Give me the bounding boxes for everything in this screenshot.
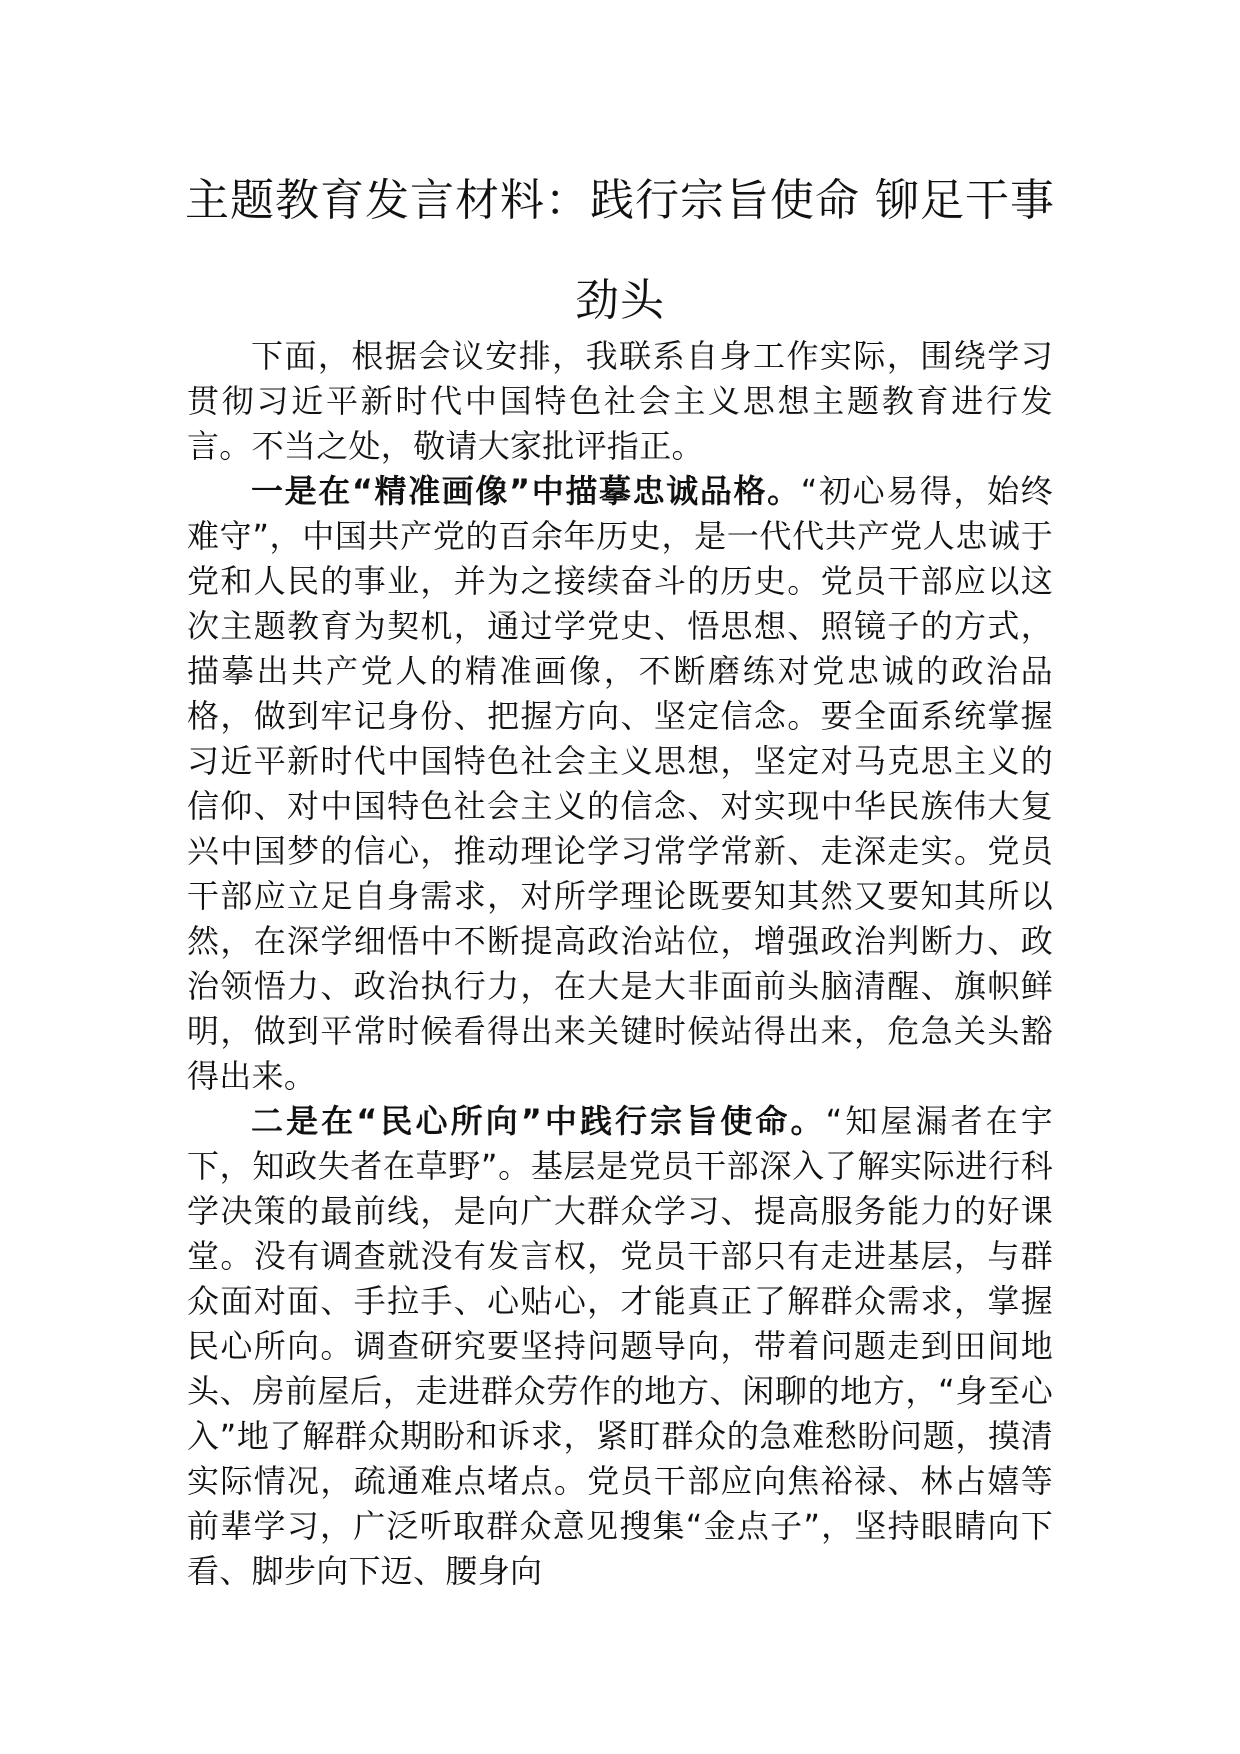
- paragraph-intro: [187, 334, 1053, 469]
- document-title: 主题教育发言材料：践行宗旨使命 铆足干事劲头: [185, 175, 1055, 326]
- document-body: [187, 334, 1053, 1594]
- paragraph-lead: 一是在“精准画像”中描摹忠诚品格。: [251, 472, 801, 510]
- paragraph-point-two: [187, 1099, 1053, 1594]
- paragraph-text: 下面，根据会议安排，我联系自身工作实际，围绕学习贯彻习近平新时代中国特色社会主义思想主题教育进行发言。不当之处，敬请大家批评指正。: [187, 337, 1053, 465]
- paragraph-point-one: [187, 469, 1053, 1099]
- paragraph-text: “初心易得，始终难守”，中国共产党的百余年历史，是一代代共产党人忠诚于党和人民的事业，并为之接续奋斗的历史。党员干部应以这次主题教育为契机，通过学党史、悟思想、照镜子的方式，描摹出共产党人的精准画像，不断磨练对党忠诚的政治品格，做到牢记身份、把握方向、坚定信念。要全面系统掌握习近平新时代中国特色社会主义思想，坚定对马克思主义的信仰、对中国特色社会主义的信念、对实现中华民族伟大复兴中国梦的信心，推动理论学习常学常新、走深走实。党员干部应立足自身需求，对所学理论既要知其然又要知其所以然，在深学细悟中不断提高政治站位，增强政治判断力、政治领悟力、政治执行力，在大是大非面前头脑清醒、旗帜鲜明，做到平常时候看得出来关键时候站得出来，危急关头豁得出来。: [187, 472, 1054, 1095]
- paragraph-text: “知屋漏者在宇下，知政失者在草野”。基层是党员干部深入了解实际进行科学决策的最前线，是向广大群众学习、提高服务能力的好课堂。没有调查就没有发言权，党员干部只有走进基层，与群众面对面、手拉手、心贴心，才能真正了解群众需求，掌握民心所向。调查研究要坚持问题导向，带着问题走到田间地头、房前屋后，走进群众劳作的地方、闲聊的地方，“身至心入”地了解群众期盼和诉求，紧盯群众的急难愁盼问题，摸清实际情况，疏通难点堵点。党员干部应向焦裕禄、林占嬉等前辈学习，广泛听取群众意见搜集“金点子”，坚持眼睛向下看、脚步向下迈、腰身向: [187, 1102, 1053, 1590]
- paragraph-lead: 二是在“民心所向”中践行宗旨使命。: [251, 1102, 826, 1140]
